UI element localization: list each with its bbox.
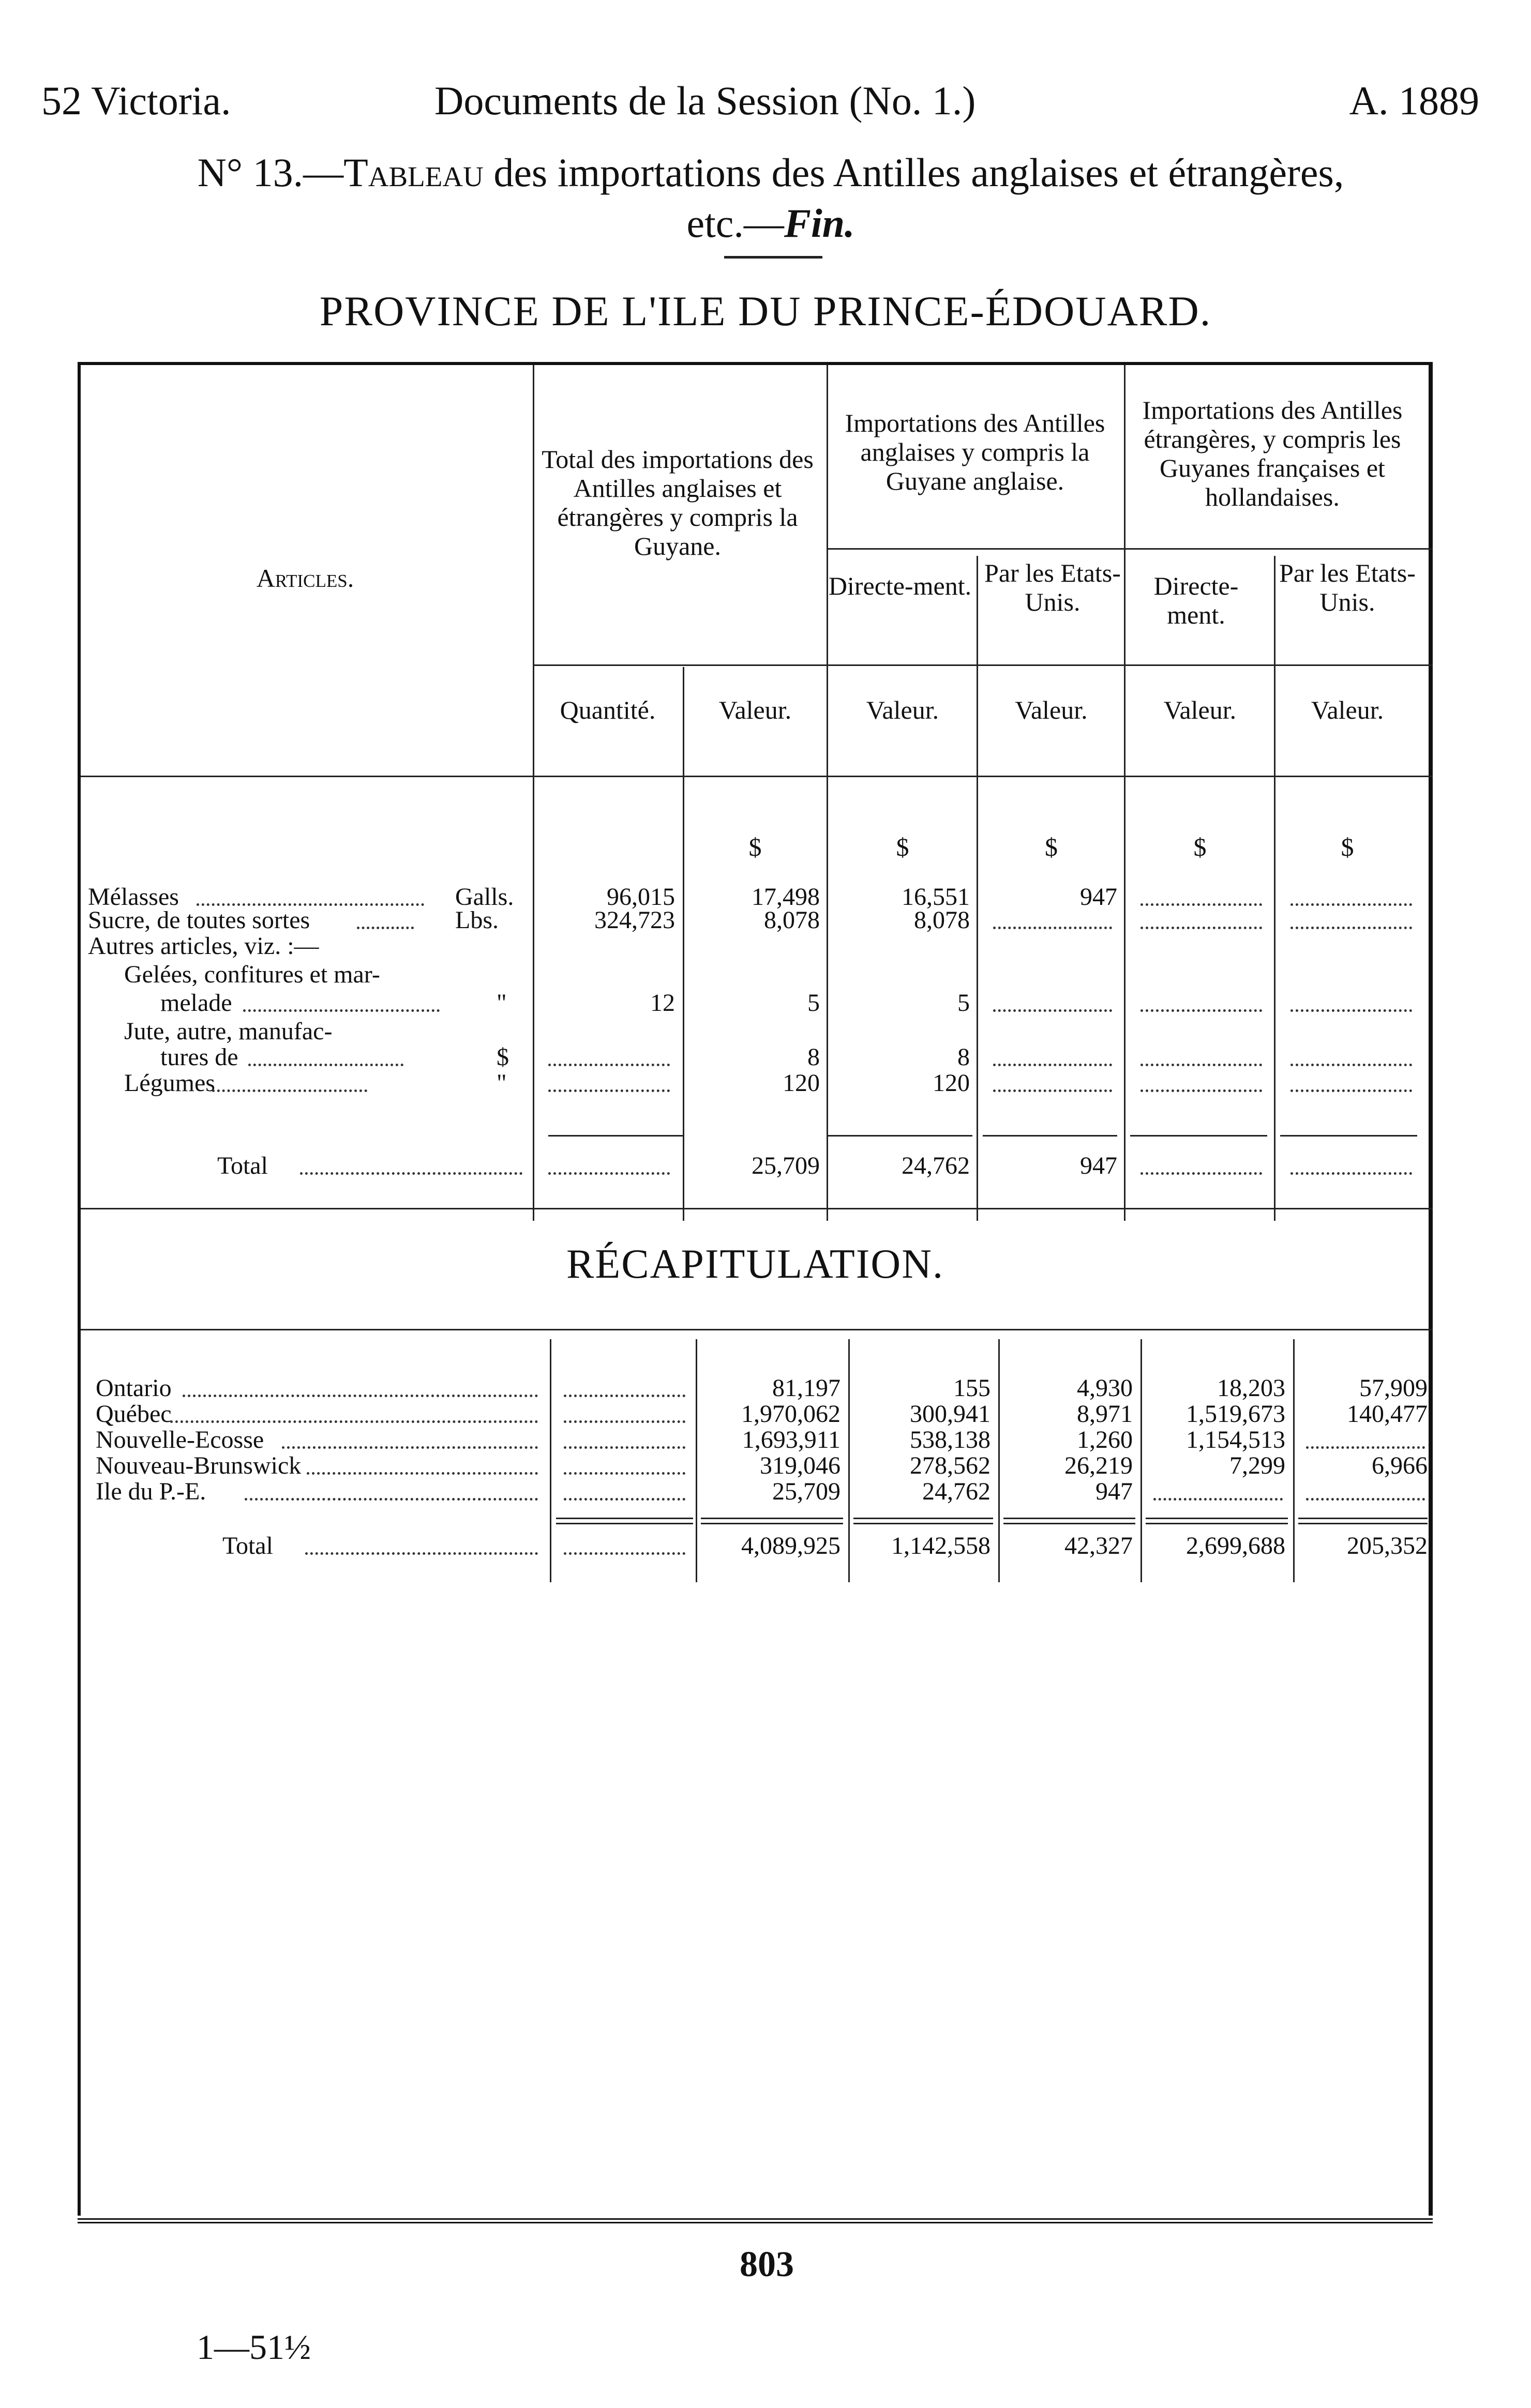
recap-cell-val: 25,709 [772, 1478, 840, 1505]
running-head-left: 52 Victoria. [41, 78, 231, 123]
recap-label: Ontario [96, 1374, 172, 1402]
article-empty-cell [1140, 927, 1262, 929]
recap-cell-e_dir: 1,519,673 [1186, 1400, 1285, 1428]
article-unit: Lbs. [455, 906, 499, 934]
article-empty-cell [993, 1089, 1112, 1092]
recap-cell-val: 319,046 [760, 1452, 840, 1479]
article-unit: " [497, 989, 507, 1017]
header-quantite: Quantité. [560, 695, 656, 724]
recap-total-rule [1298, 1523, 1428, 1524]
title-fin: Fin. [784, 201, 855, 246]
recap-total-rule [1003, 1523, 1135, 1524]
article-cell-a_dir: 5 [957, 989, 970, 1017]
article-label: Sucre, de toutes sortes [88, 906, 310, 934]
article-total-dot-leader [300, 1172, 522, 1175]
recap-label: Nouveau-Brunswick [96, 1452, 302, 1479]
recap-cell-a_dir: 155 [953, 1374, 990, 1402]
recap-cell-val: 81,197 [772, 1374, 840, 1402]
recap-total-cell-e_dir: 2,699,688 [1186, 1532, 1285, 1559]
article-empty-cell [1140, 903, 1262, 906]
recap-total-label: Total [222, 1532, 273, 1559]
article-label: Autres articles, viz. :— [88, 932, 319, 960]
article-empty-cell [1290, 1009, 1412, 1012]
dollar-sign-etrangeres-dir: $ [1193, 832, 1207, 861]
recap-total-cell-a_us: 42,327 [1064, 1532, 1133, 1559]
running-head-right: A. 1889 [1349, 78, 1479, 123]
recapitulation-heading: RÉCAPITULATION. [566, 1241, 944, 1287]
recap-total-rule [701, 1523, 843, 1524]
recap-total-dot-leader [305, 1552, 538, 1555]
article-label: Gelées, confitures et mar- [124, 961, 380, 988]
article-total-empty-cell [1140, 1172, 1262, 1175]
article-dot-leader [248, 1064, 403, 1066]
article-cell-a_dir: 16,551 [902, 883, 970, 911]
article-empty-cell [1140, 1064, 1262, 1066]
recap-total-rule [1146, 1523, 1288, 1524]
recap-cell-a_us: 4,930 [1077, 1374, 1133, 1402]
running-head-center: Documents de la Session (No. 1.) [434, 78, 976, 123]
article-dot-leader [212, 1089, 367, 1092]
total-rule [1130, 1135, 1267, 1137]
dollar-sign-etrangeres-us: $ [1341, 832, 1354, 861]
recap-cell-a_dir: 278,562 [910, 1452, 990, 1479]
article-cell-qty: 96,015 [607, 883, 675, 911]
recap-label: Québec [96, 1400, 172, 1428]
article-total-empty-cell [1290, 1172, 1412, 1175]
recap-cell-a_us: 26,219 [1064, 1452, 1133, 1479]
recap-cell-a_us: 8,971 [1077, 1400, 1133, 1428]
recap-empty-cell [564, 1420, 685, 1423]
header-anglaises-directement: Directe-ment. [828, 571, 972, 600]
article-empty-cell [1290, 927, 1412, 929]
article-label: Jute, autre, manufac- [124, 1018, 333, 1045]
article-cell-a_us: 947 [1080, 883, 1117, 911]
article-unit: $ [497, 1043, 509, 1071]
article-unit: " [497, 1069, 507, 1097]
article-label: melade [160, 989, 232, 1017]
header-total-group: Total des importations des Antilles anglaises et étrangères y compris la Guyane. [542, 445, 814, 561]
article-label: tures de [160, 1043, 238, 1071]
title-rest-2: etc.— [686, 201, 784, 246]
recap-label: Nouvelle-Ecosse [96, 1426, 264, 1453]
total-rule [983, 1135, 1117, 1137]
recap-empty-cell [564, 1472, 685, 1475]
article-empty-cell [1140, 1009, 1262, 1012]
article-total-cell-a_us: 947 [1080, 1152, 1117, 1179]
article-empty-cell [993, 1064, 1112, 1066]
recap-total-rule [1003, 1518, 1135, 1519]
recap-total-rule [701, 1518, 843, 1519]
title-tableau: Tableau [343, 150, 484, 195]
recap-cell-a_dir: 24,762 [922, 1478, 990, 1505]
article-empty-cell [548, 1089, 670, 1092]
article-cell-qty: 324,723 [594, 906, 675, 934]
recap-cell-val: 1,970,062 [741, 1400, 840, 1428]
recap-cell-e_us: 6,966 [1372, 1452, 1428, 1479]
recap-total-rule [853, 1523, 993, 1524]
table-number: N° 13.— [197, 150, 344, 195]
dollar-sign-anglaises-dir: $ [896, 832, 909, 861]
recap-cell-a_us: 947 [1095, 1478, 1133, 1505]
recap-total-rule [556, 1518, 693, 1519]
article-cell-val: 8 [807, 1043, 820, 1071]
article-total-empty-cell [548, 1172, 670, 1175]
article-empty-cell [1290, 1089, 1412, 1092]
header-etrangeres-us-valeur: Valeur. [1311, 695, 1384, 724]
header-anglaises-dir-valeur: Valeur. [866, 695, 939, 724]
recap-total-cell-a_dir: 1,142,558 [891, 1532, 990, 1559]
article-dot-leader [243, 1009, 440, 1012]
article-empty-cell [993, 1009, 1112, 1012]
total-rule [828, 1135, 972, 1137]
page-number: 803 [740, 2245, 794, 2284]
header-anglaises-us-valeur: Valeur. [1015, 695, 1088, 724]
header-articles: Articles. [256, 564, 354, 593]
header-etrangeres-directement: Directe-ment. [1153, 571, 1239, 629]
recap-empty-cell [1153, 1498, 1283, 1501]
recap-cell-e_us: 57,909 [1359, 1374, 1428, 1402]
recap-total-empty-cell [564, 1552, 685, 1555]
article-total-cell-a_dir: 24,762 [902, 1152, 970, 1179]
header-total-valeur: Valeur. [718, 695, 792, 724]
article-empty-cell [1290, 1064, 1412, 1066]
article-cell-val: 5 [807, 989, 820, 1017]
recap-total-cell-val: 4,089,925 [741, 1532, 840, 1559]
recap-total-rule [1146, 1518, 1288, 1519]
article-cell-val: 120 [783, 1069, 820, 1097]
recap-total-cell-e_us: 205,352 [1347, 1532, 1428, 1559]
recap-cell-e_us: 140,477 [1347, 1400, 1428, 1428]
article-cell-a_dir: 8 [957, 1043, 970, 1071]
recap-cell-e_dir: 18,203 [1217, 1374, 1285, 1402]
signature-mark: 1—51½ [197, 2327, 311, 2367]
recap-cell-a_dir: 538,138 [910, 1426, 990, 1453]
dollar-sign-total: $ [748, 832, 762, 861]
article-empty-cell [1290, 903, 1412, 906]
title-rest-1: des importations des Antilles anglaises et étrangères, [483, 150, 1344, 195]
recap-total-rule [1298, 1518, 1428, 1519]
recap-cell-a_us: 1,260 [1077, 1426, 1133, 1453]
total-rule [1280, 1135, 1417, 1137]
recap-dot-leader [245, 1498, 538, 1501]
header-anglaises-etats-unis: Par les Etats-Unis. [984, 558, 1121, 616]
article-empty-cell [548, 1064, 670, 1066]
recap-empty-cell [564, 1498, 685, 1501]
article-dot-leader [357, 927, 414, 929]
recap-dot-leader [307, 1472, 538, 1475]
province-heading: PROVINCE DE L'ILE DU PRINCE-ÉDOUARD. [319, 287, 1212, 335]
article-label: Légumes [124, 1069, 215, 1097]
article-empty-cell [993, 927, 1112, 929]
total-rule [548, 1135, 683, 1137]
article-cell-a_dir: 120 [933, 1069, 970, 1097]
header-etrangeres-etats-unis: Par les Etats-Unis. [1279, 558, 1416, 616]
article-empty-cell [1140, 1089, 1262, 1092]
article-cell-a_dir: 8,078 [914, 906, 970, 934]
article-cell-qty: 12 [650, 989, 675, 1017]
recap-cell-val: 1,693,911 [742, 1426, 840, 1453]
article-unit: Galls. [455, 883, 514, 911]
dollar-sign-anglaises-us: $ [1045, 832, 1058, 861]
recap-cell-a_dir: 300,941 [910, 1400, 990, 1428]
article-label: Mélasses [88, 883, 179, 911]
recap-empty-cell [564, 1395, 685, 1397]
recap-label: Ile du P.-E. [96, 1478, 206, 1505]
article-total-cell-val: 25,709 [752, 1152, 820, 1179]
header-anglaises-group: Importations des Antilles anglaises y compris la Guyane anglaise. [845, 408, 1105, 495]
header-etrangeres-dir-valeur: Valeur. [1163, 695, 1237, 724]
recap-empty-cell [1306, 1446, 1425, 1449]
recap-empty-cell [1306, 1498, 1425, 1501]
recap-cell-e_dir: 1,154,513 [1186, 1426, 1285, 1453]
recap-cell-e_dir: 7,299 [1229, 1452, 1285, 1479]
recap-total-rule [556, 1523, 693, 1524]
article-cell-val: 17,498 [752, 883, 820, 911]
header-etrangeres-group: Importations des Antilles étrangères, y compris les Guyanes françaises et hollandaises. [1142, 396, 1403, 511]
recap-dot-leader [183, 1395, 538, 1397]
recap-empty-cell [564, 1446, 685, 1449]
recap-dot-leader [170, 1420, 538, 1423]
recap-total-rule [853, 1518, 993, 1519]
article-cell-val: 8,078 [764, 906, 820, 934]
article-total-label: Total [217, 1152, 268, 1179]
recap-dot-leader [282, 1446, 538, 1449]
